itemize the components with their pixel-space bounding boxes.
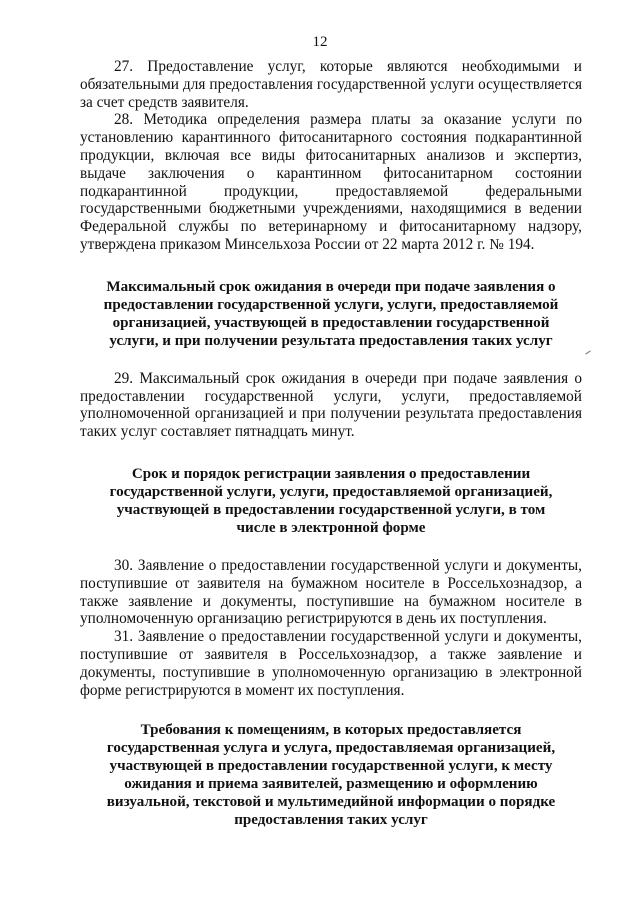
document-body xyxy=(80,58,582,829)
paragraph-30: 30. Заявление о предоставлении государственной услуги и документы, поступившие от заявителя на бумажном носителе в Россельхознадзор, а также заявление и документы, поступившие на бумажном носителе в уполномоченную организацию регистрируются в день их поступления. xyxy=(80,556,582,628)
spacer xyxy=(80,254,582,278)
spacer xyxy=(80,350,582,370)
paragraph-31: 31. Заявление о предоставлении государственной услуги и документы, поступившие от заявителя в Россельхознадзор, а также заявление и документы, поступившие в уполномоченную организацию в электронной форме регистрируются в момент их поступления. xyxy=(80,628,582,699)
section-heading-queue-time: Максимальный срок ожидания в очереди при подаче заявления о предоставлении государственной услуги, услуги, предоставляемой организацией, участвующей в предоставлении государственной услуги, и при получении результата предоставления таких услуг xyxy=(103,278,559,349)
page-number: 12 xyxy=(312,34,328,50)
paragraph-29: 29. Максимальный срок ожидания в очереди при подаче заявления о предоставлении государственной услуги, услуги, предоставляемой уполномоченной организацией и при получении результата предоставления таких услуг составляет пятнадцать минут. xyxy=(80,369,582,441)
spacer xyxy=(80,441,582,465)
section-heading-registration: Срок и порядок регистрации заявления о предоставлении государственной услуги, услуги, предоставляемой организацией, участвующей в предоставлении государственной услуги, в том числе в электронной форме xyxy=(109,465,553,536)
scan-mark xyxy=(585,350,590,354)
section-heading-premises-requirements: Требования к помещениям, в которых предоставляется государственная услуга и услуга, предоставляемая организацией, участвующей в предоставлении государственной услуги, к месту ожидания и приема заявителей, размещению и оформлению визуальной, текстовой и мультимедийной информации о порядке предоставления таких услуг xyxy=(106,722,556,829)
paragraph-28: 28. Методика определения размера платы за оказание услуги по установлению карантинного фитосанитарного состояния подкарантинной продукции, включая все виды фитосанитарных анализов и экспертиз, выдаче заключения о карантинном фитосанитарном состоянии подкарантинной продукции, предоставляемой федеральными государственными бюджетными учреждениями, находящимися в ведении Федеральной службы по ветеринарному и фитосанитарному надзору, утверждена приказом Минсельхоза России от 22 марта 2012 г. № 194. xyxy=(80,111,582,253)
paragraph-27: 27. Предоставление услуг, которые являются необходимыми и обязательными для предоставления государственной услуги осуществляется за счет средств заявителя. xyxy=(80,58,582,111)
spacer xyxy=(80,537,582,557)
spacer xyxy=(80,699,582,721)
